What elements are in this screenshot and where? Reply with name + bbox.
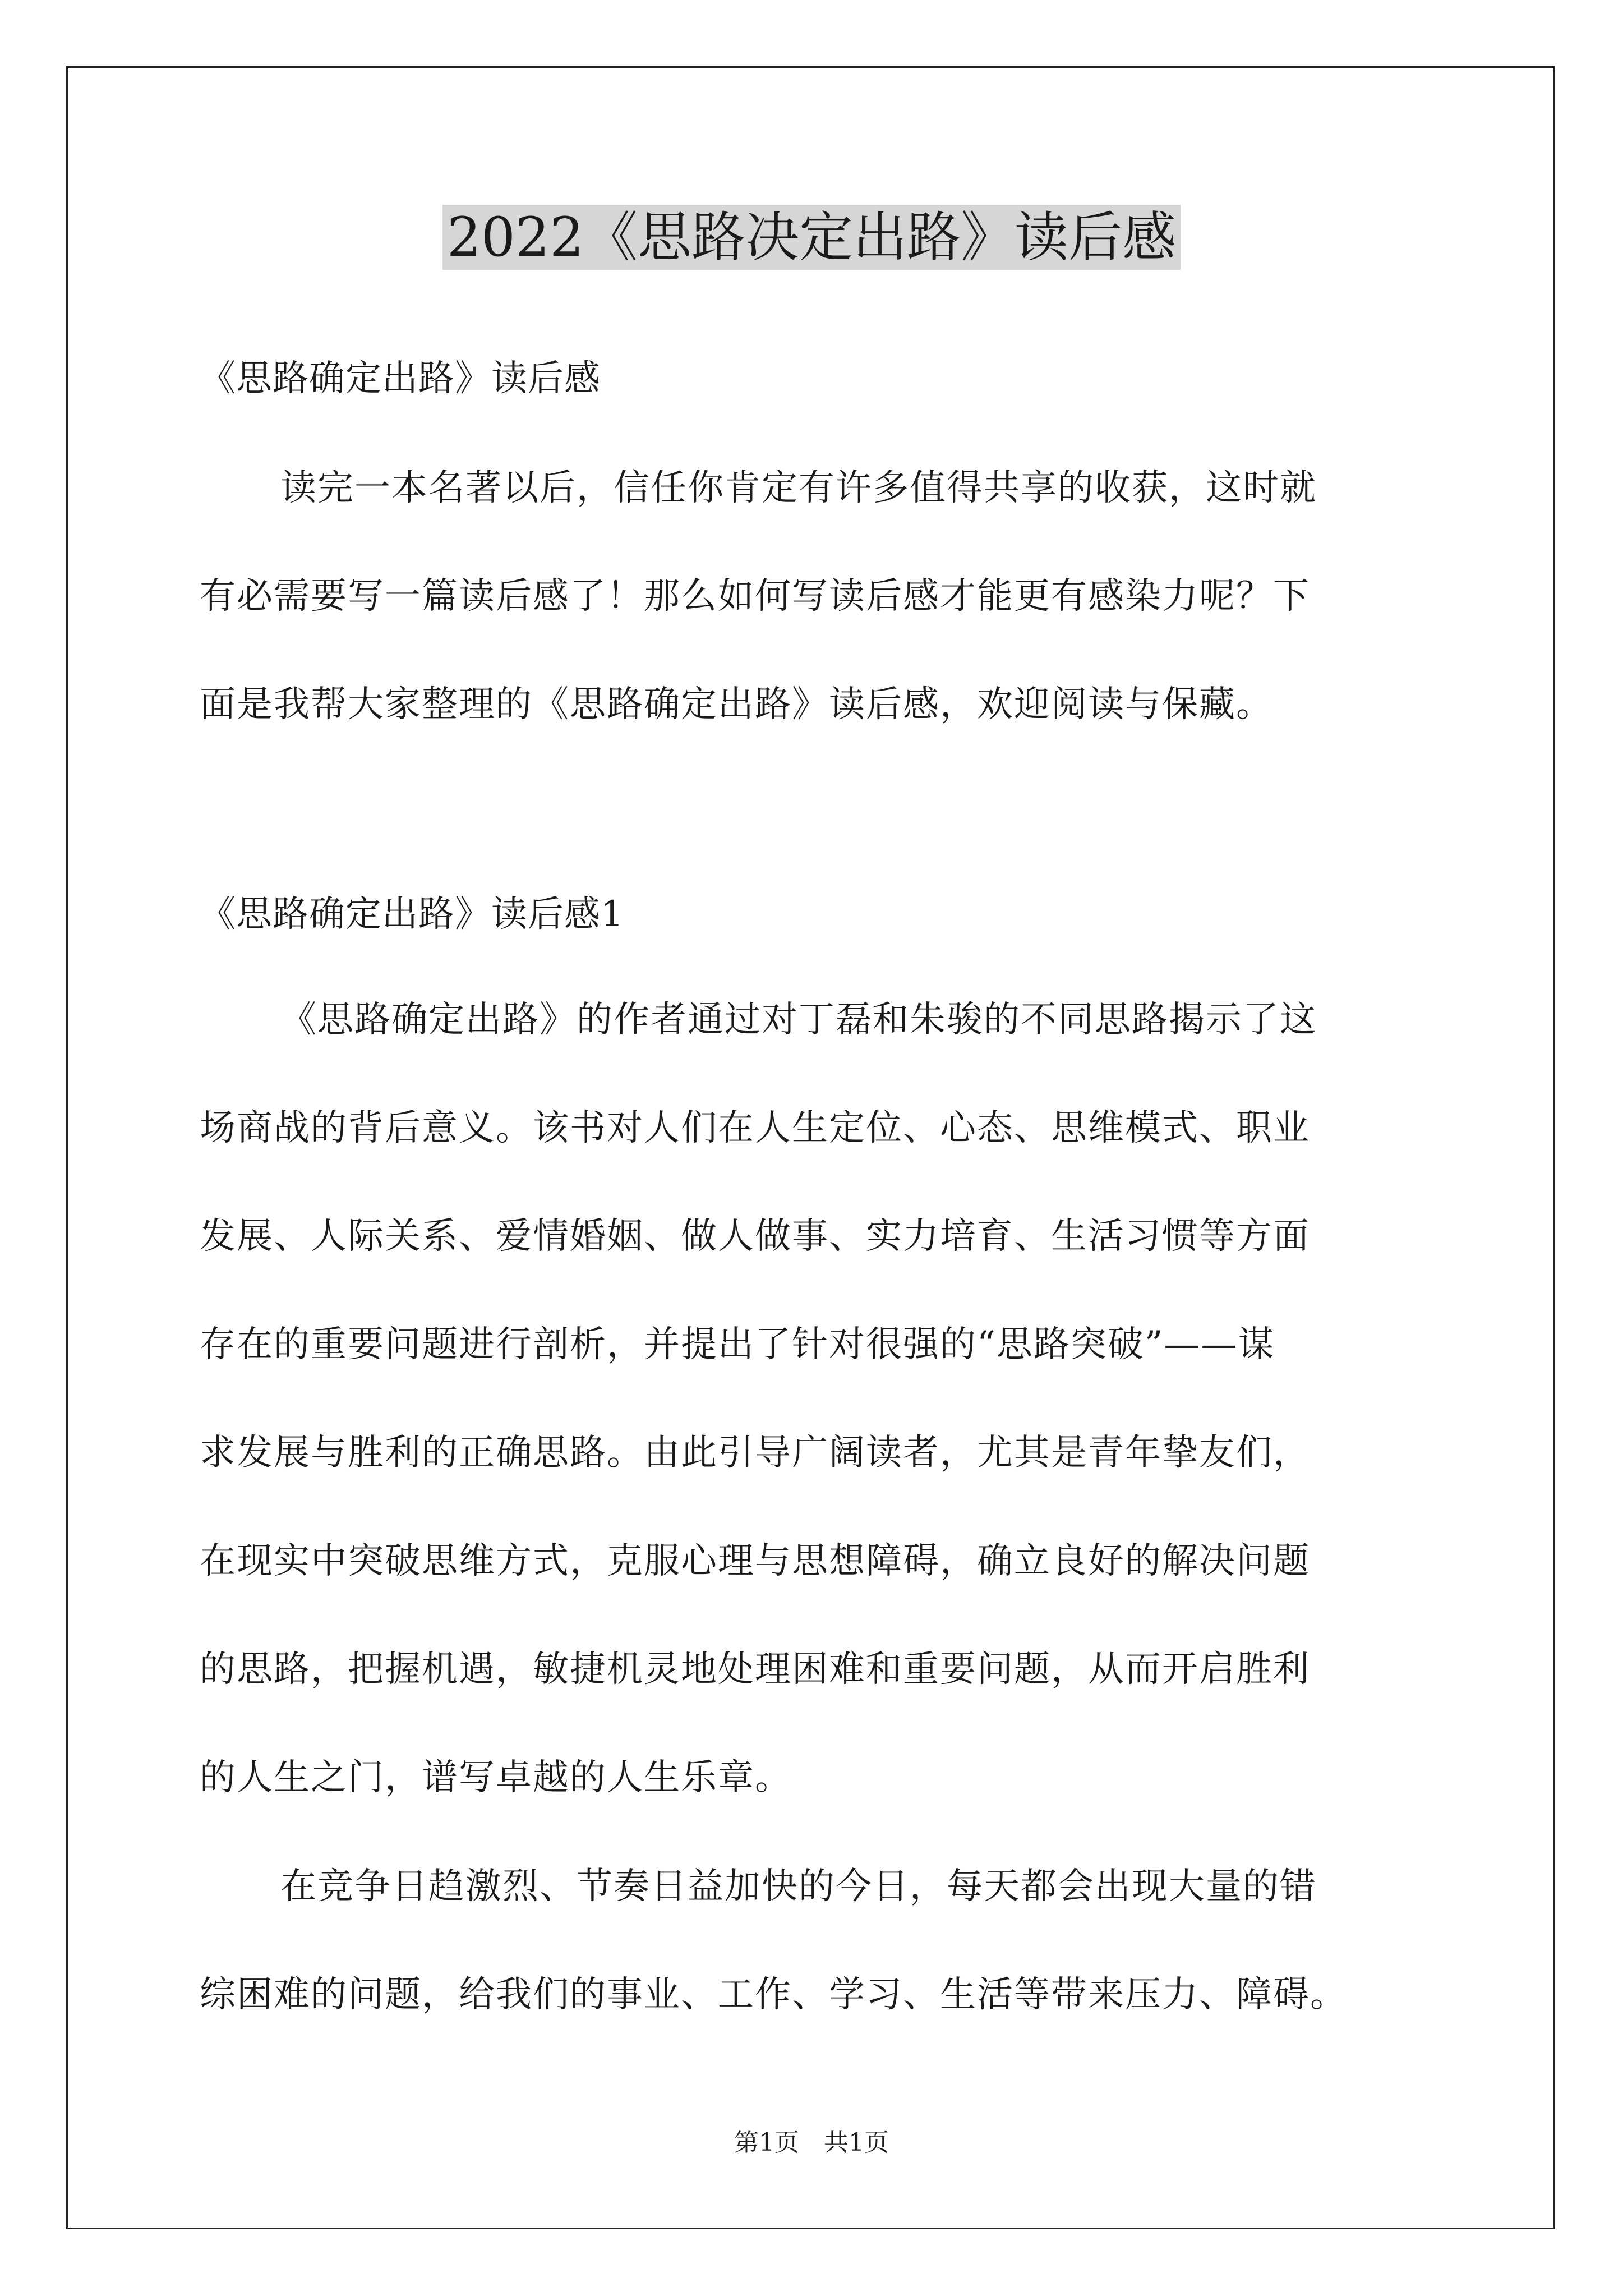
paragraph-line: 在现实中突破思维方式，克服心理与思想障碍，确立良好的解决问题 <box>200 1540 1310 1582</box>
paragraph-line: 在竞争日趋激烈、节奏日益加快的今日，每天都会出现大量的错 <box>280 1866 1317 1907</box>
document-title <box>0 201 1623 274</box>
page-footer: 第1页 共1页 <box>734 2128 889 2157</box>
subtitle: 《思路确定出路》读后感 <box>200 358 601 399</box>
paragraph-line: 存在的重要问题进行剖析，并提出了针对很强的“思路突破”——谋 <box>200 1324 1275 1365</box>
document-title-text: 2022《思路决定出路》读后感 <box>442 205 1181 270</box>
intro-line: 有必需要写一篇读后感了！那么如何写读后感才能更有感染力呢？下 <box>200 576 1310 617</box>
intro-line: 读完一本名著以后，信任你肯定有许多值得共享的收获，这时就 <box>280 467 1317 509</box>
paragraph-line: 发展、人际关系、爱情婚姻、做人做事、实力培育、生活习惯等方面 <box>200 1216 1310 1257</box>
paragraph-line: 求发展与胜利的正确思路。由此引导广阔读者，尤其是青年挚友们， <box>200 1432 1310 1474</box>
paragraph-line: 《思路确定出路》的作者通过对丁磊和朱骏的不同思路揭示了这 <box>280 999 1317 1041</box>
section-heading: 《思路确定出路》读后感1 <box>200 894 624 935</box>
paragraph-line: 的人生之门，谱写卓越的人生乐章。 <box>200 1757 792 1798</box>
intro-line: 面是我帮大家整理的《思路确定出路》读后感，欢迎阅读与保藏。 <box>200 684 1273 725</box>
paragraph-line: 综困难的问题，给我们的事业、工作、学习、生活等带来压力、障碍。 <box>200 1974 1347 2016</box>
paragraph-line: 的思路，把握机遇，敏捷机灵地处理困难和重要问题，从而开启胜利 <box>200 1649 1310 1690</box>
paragraph-line: 场商战的背后意义。该书对人们在人生定位、心态、思维模式、职业 <box>200 1107 1310 1149</box>
